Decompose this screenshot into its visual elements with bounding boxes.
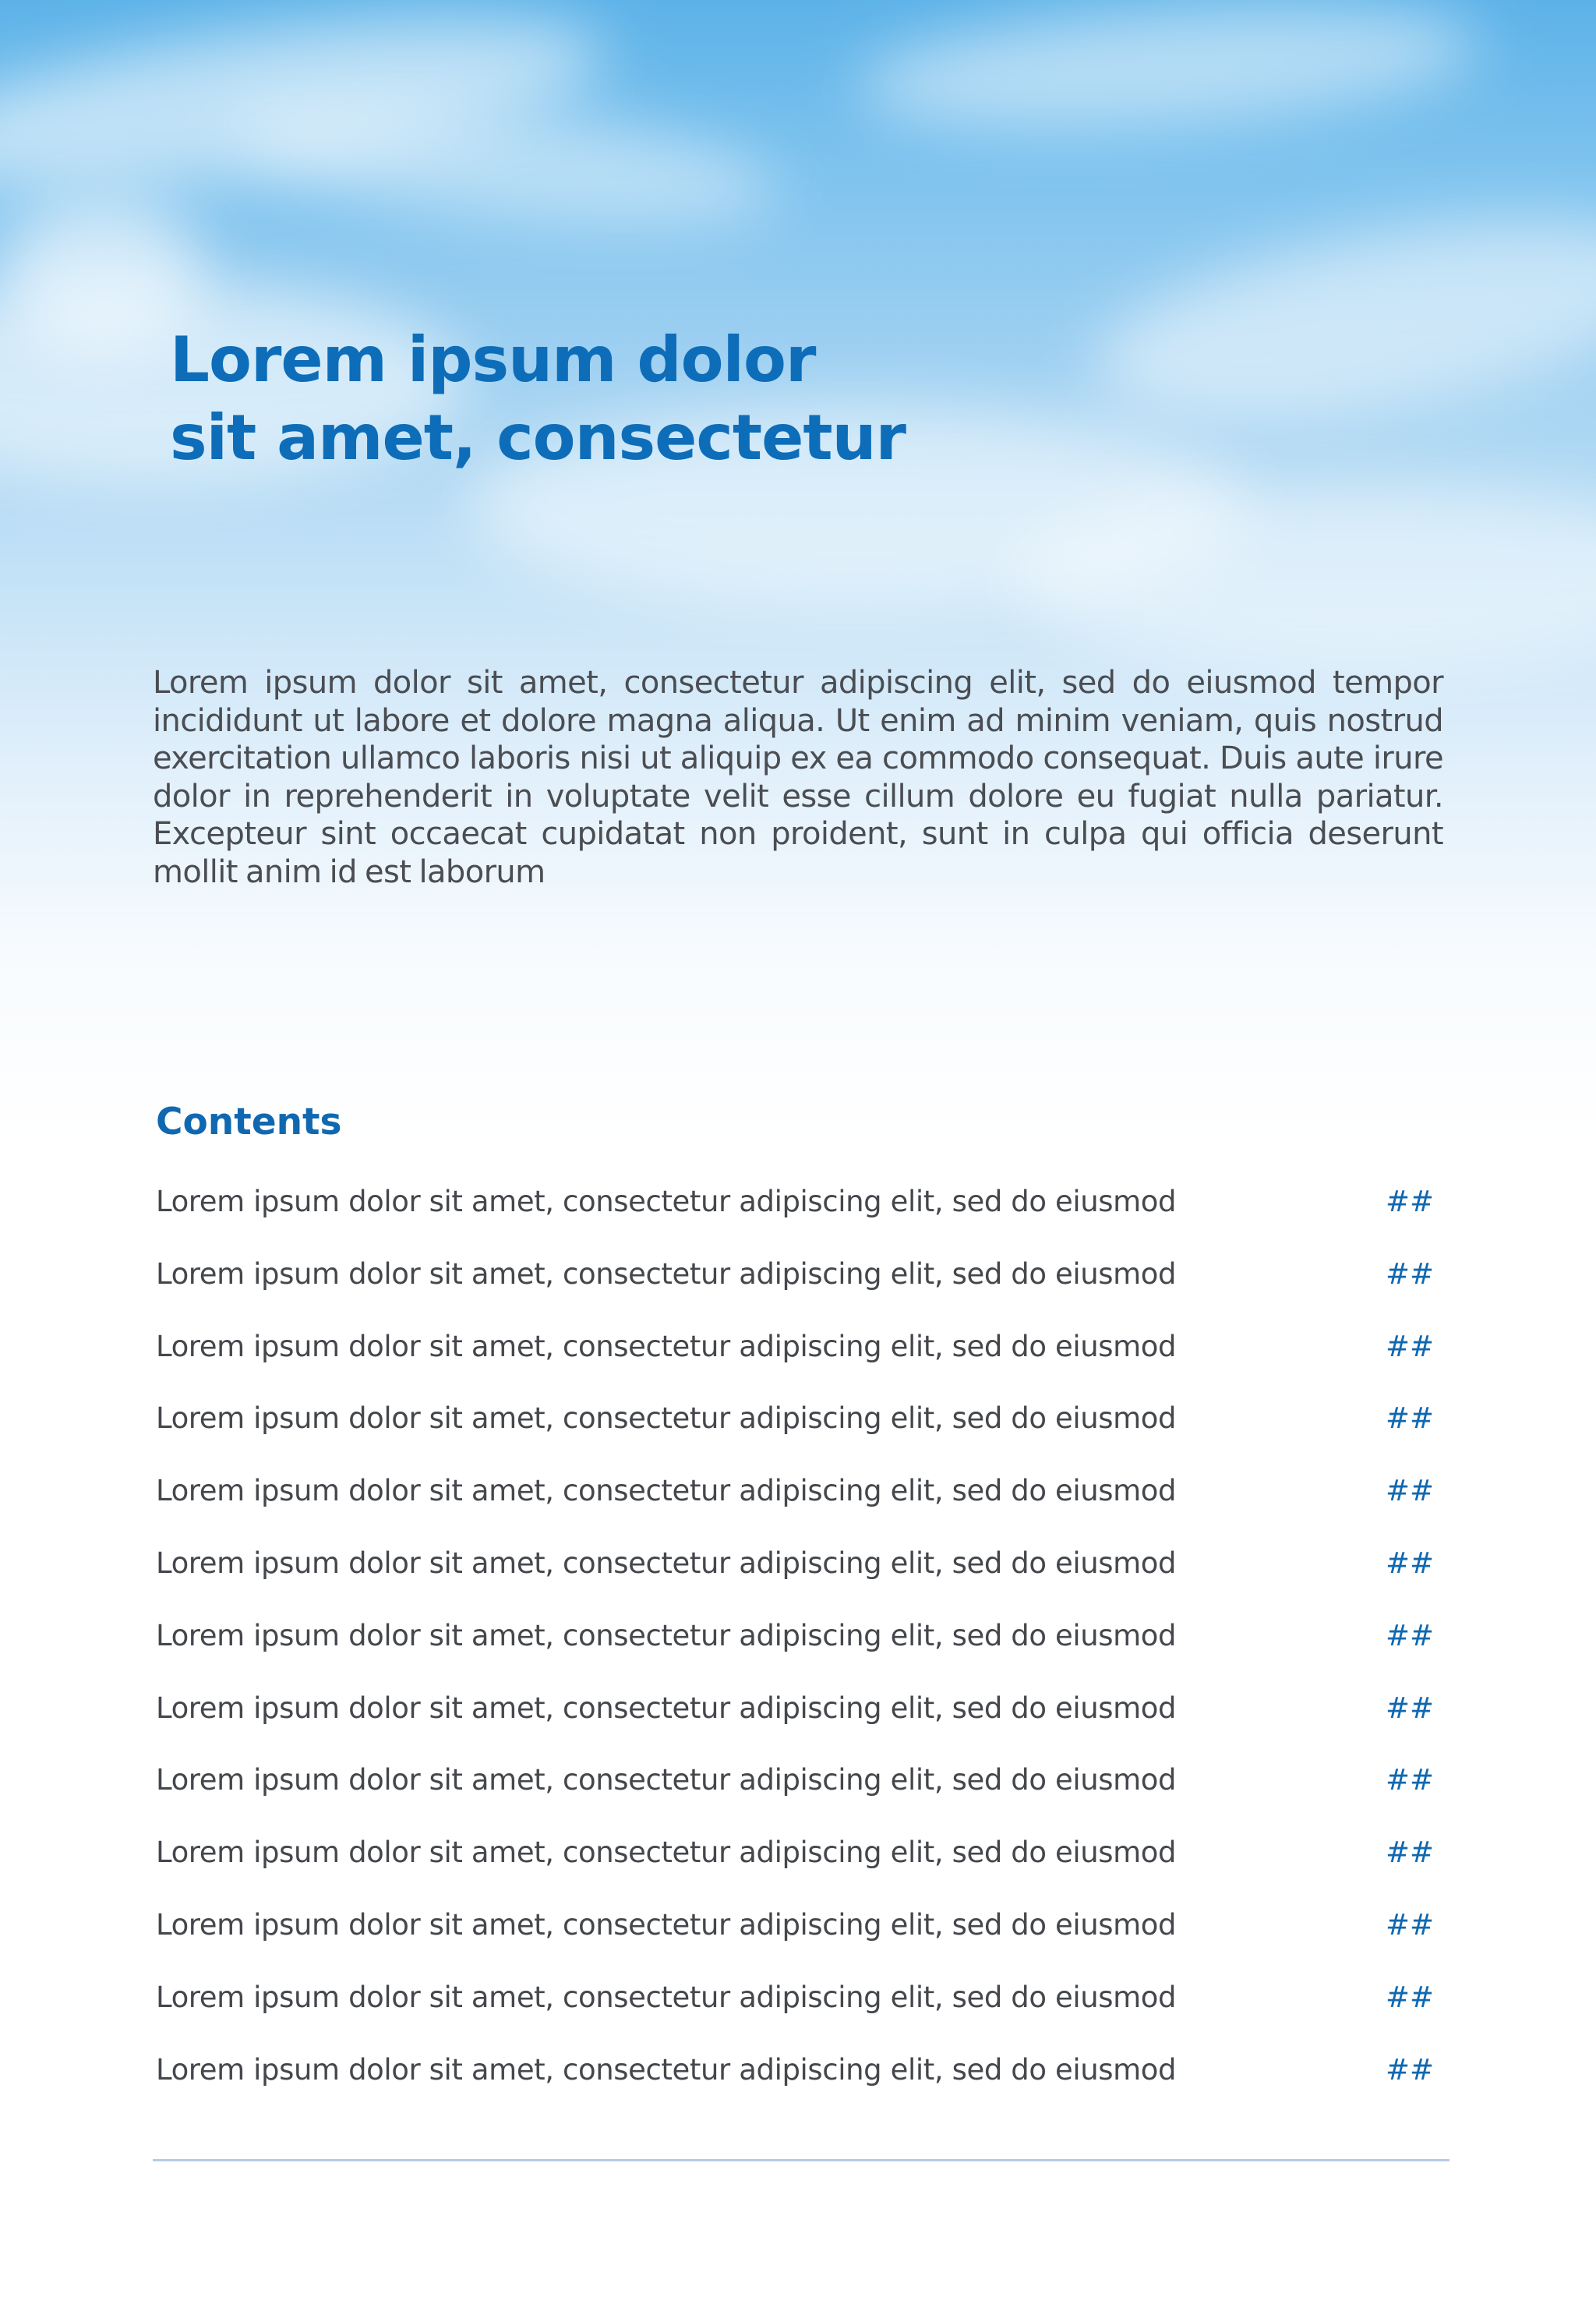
toc-entry[interactable] (156, 1757, 1434, 1829)
toc-entry-label: Lorem ipsum dolor sit amet, consectetur adipiscing elit, sed do eiusmod (156, 1763, 1177, 1797)
toc-entry-page-number: ## (1385, 1980, 1434, 2014)
toc-entry-page-number: ## (1385, 2052, 1434, 2087)
cloud-shape (1081, 184, 1596, 456)
toc-entry-page-number: ## (1385, 1907, 1434, 1942)
footer-divider (153, 2159, 1449, 2161)
toc-entry-page-number: ## (1385, 1836, 1434, 1870)
toc-entry-label: Lorem ipsum dolor sit amet, consectetur adipiscing elit, sed do eiusmod (156, 1474, 1177, 1508)
toc-entry[interactable] (156, 1395, 1434, 1468)
toc-entry-page-number: ## (1385, 1256, 1434, 1291)
page-title (170, 321, 906, 477)
toc-entry[interactable] (156, 1685, 1434, 1758)
sky-background-image (0, 0, 1596, 1138)
intro-paragraph: Lorem ipsum dolor sit amet, consectetur adipiscing elit, sed do eiusmod tempor incididunt ut labore et dolore magna aliqua. Ut enim ad minim veniam, quis nostrud exercitation ullamco laboris nisi ut aliquip ex ea commodo consequat. Duis aute irure dolor in reprehenderit in voluptate velit esse cillum dolore eu fugiat nulla pariatur. Excepteur sint occaecat cupidatat non proident, sunt in culpa qui officia deserunt mollit anim id est laborum (153, 665, 1443, 890)
toc-entry-page-number: ## (1385, 1329, 1434, 1363)
toc-entry-label: Lorem ipsum dolor sit amet, consectetur adipiscing elit, sed do eiusmod (156, 1185, 1177, 1218)
toc-entry-label: Lorem ipsum dolor sit amet, consectetur adipiscing elit, sed do eiusmod (156, 1256, 1177, 1291)
toc-entry[interactable] (156, 1540, 1434, 1613)
toc-entry[interactable] (156, 1829, 1434, 1902)
toc-entry[interactable] (156, 1613, 1434, 1685)
toc-entry-page-number: ## (1385, 1763, 1434, 1797)
toc-entry-label: Lorem ipsum dolor sit amet, consectetur adipiscing elit, sed do eiusmod (156, 1691, 1177, 1725)
toc-entry-page-number: ## (1385, 1474, 1434, 1508)
toc-entry-label: Lorem ipsum dolor sit amet, consectetur adipiscing elit, sed do eiusmod (156, 1980, 1177, 2014)
toc-entry-label: Lorem ipsum dolor sit amet, consectetur adipiscing elit, sed do eiusmod (156, 2052, 1177, 2087)
toc-entry[interactable] (156, 1468, 1434, 1540)
page-title-line-2: sit amet, consectetur (170, 401, 906, 474)
contents-heading: Contents (156, 1101, 342, 1143)
toc-entry[interactable] (156, 1179, 1434, 1251)
cloud-shape (854, 0, 1485, 147)
toc-entry-page-number: ## (1385, 1185, 1434, 1218)
toc-entry[interactable] (156, 1974, 1434, 2047)
toc-entry[interactable] (156, 1251, 1434, 1323)
toc-entry-label: Lorem ipsum dolor sit amet, consectetur adipiscing elit, sed do eiusmod (156, 1401, 1177, 1436)
table-of-contents (156, 1179, 1434, 2119)
toc-entry-label: Lorem ipsum dolor sit amet, consectetur adipiscing elit, sed do eiusmod (156, 1907, 1177, 1942)
toc-entry-label: Lorem ipsum dolor sit amet, consectetur adipiscing elit, sed do eiusmod (156, 1836, 1177, 1870)
toc-entry-label: Lorem ipsum dolor sit amet, consectetur adipiscing elit, sed do eiusmod (156, 1546, 1177, 1580)
toc-entry-page-number: ## (1385, 1618, 1434, 1652)
toc-entry-page-number: ## (1385, 1401, 1434, 1436)
toc-entry[interactable] (156, 1902, 1434, 1974)
toc-entry-label: Lorem ipsum dolor sit amet, consectetur adipiscing elit, sed do eiusmod (156, 1329, 1177, 1363)
toc-entry[interactable] (156, 1323, 1434, 1396)
toc-entry-page-number: ## (1385, 1691, 1434, 1725)
toc-entry-page-number: ## (1385, 1546, 1434, 1580)
toc-entry-label: Lorem ipsum dolor sit amet, consectetur adipiscing elit, sed do eiusmod (156, 1618, 1177, 1652)
toc-entry[interactable] (156, 2047, 1434, 2119)
page-title-line-1: Lorem ipsum dolor (170, 323, 816, 396)
